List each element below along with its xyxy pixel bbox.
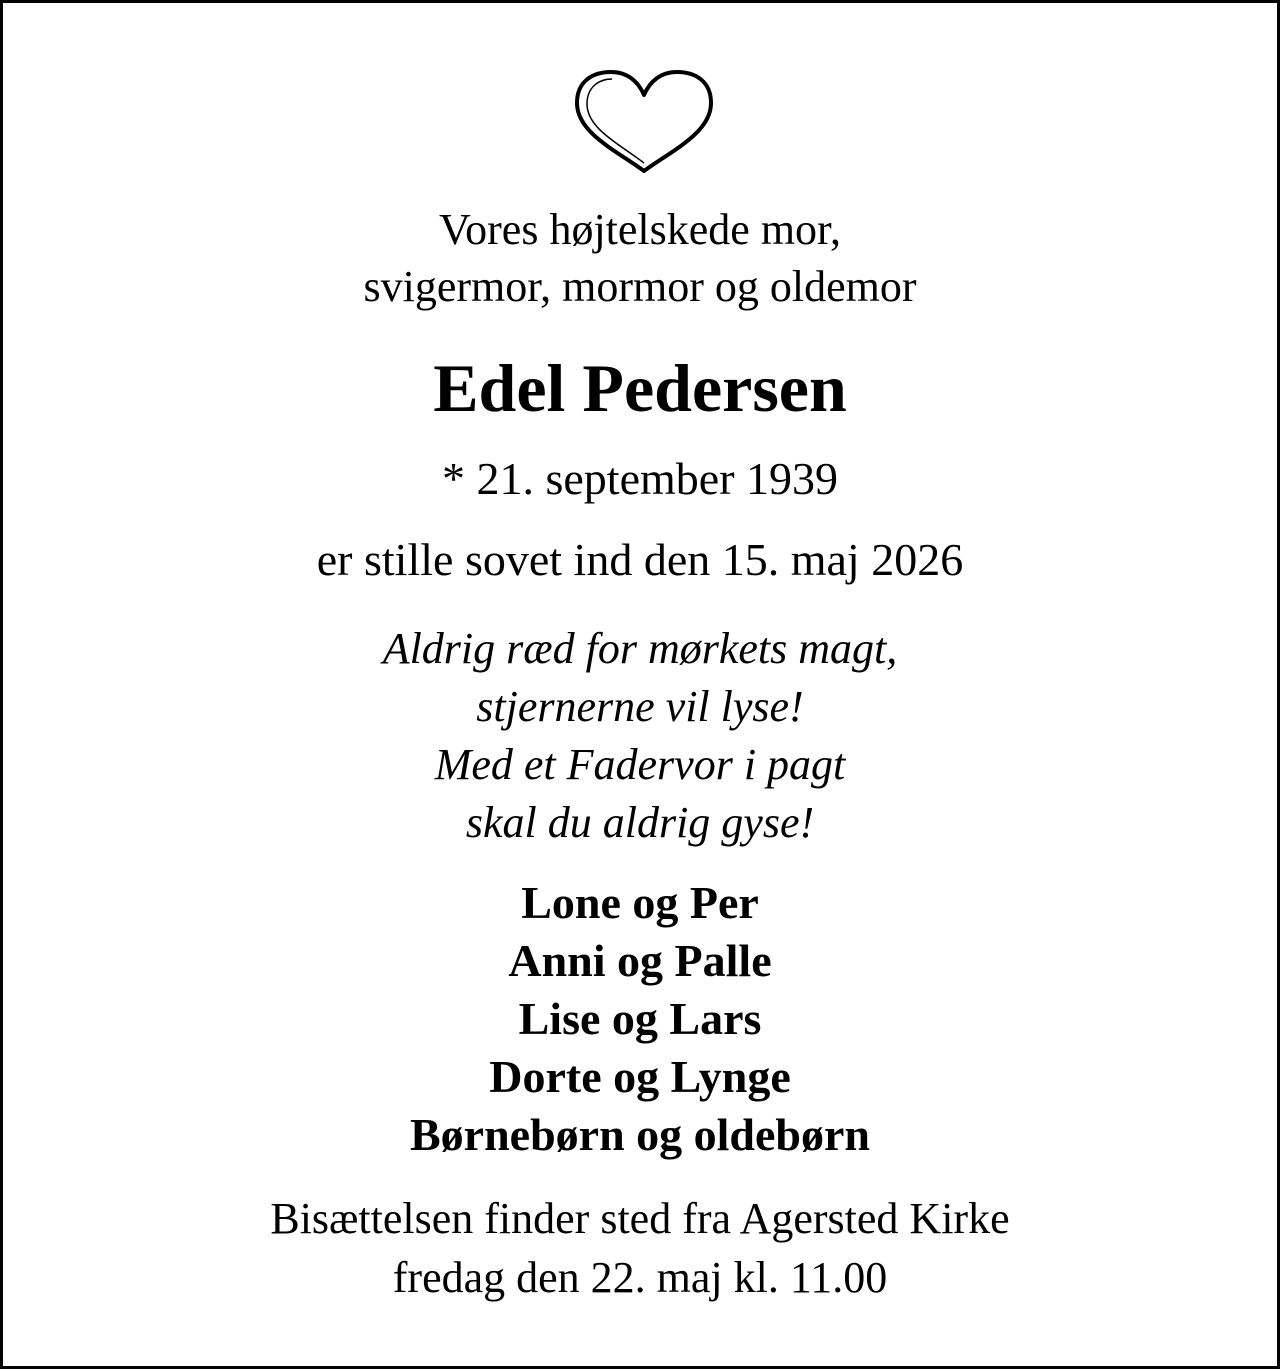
intro-text bbox=[3, 201, 1277, 315]
verse bbox=[3, 620, 1277, 852]
funeral-info bbox=[3, 1189, 1277, 1307]
verse-line: skal du aldrig gyse! bbox=[465, 798, 815, 847]
funeral-line: fredag den 22. maj kl. 11.00 bbox=[392, 1253, 888, 1302]
family-line: Lise og Lars bbox=[518, 993, 762, 1044]
birth-date: * 21. september 1939 bbox=[441, 453, 839, 504]
heart-icon bbox=[571, 67, 717, 175]
family-line: Lone og Per bbox=[521, 877, 759, 928]
verse-line: stjernerne vil lyse! bbox=[476, 682, 804, 731]
intro-line: svigermor, mormor og oldemor bbox=[363, 262, 917, 311]
verse-line: Aldrig ræd for mørkets magt, bbox=[382, 624, 898, 673]
family-line: Børnebørn og oldebørn bbox=[409, 1109, 871, 1160]
family-signatures bbox=[3, 874, 1277, 1164]
family-line: Dorte og Lynge bbox=[489, 1051, 791, 1102]
deceased-name: Edel Pedersen bbox=[433, 350, 847, 426]
intro-line: Vores højtelskede mor, bbox=[439, 205, 841, 254]
death-date: er stille sovet ind den 15. maj 2026 bbox=[316, 534, 964, 585]
verse-line: Med et Fadervor i pagt bbox=[434, 740, 846, 789]
funeral-line: Bisættelsen finder sted fra Agersted Kirke bbox=[270, 1194, 1010, 1243]
family-line: Anni og Palle bbox=[508, 935, 772, 986]
